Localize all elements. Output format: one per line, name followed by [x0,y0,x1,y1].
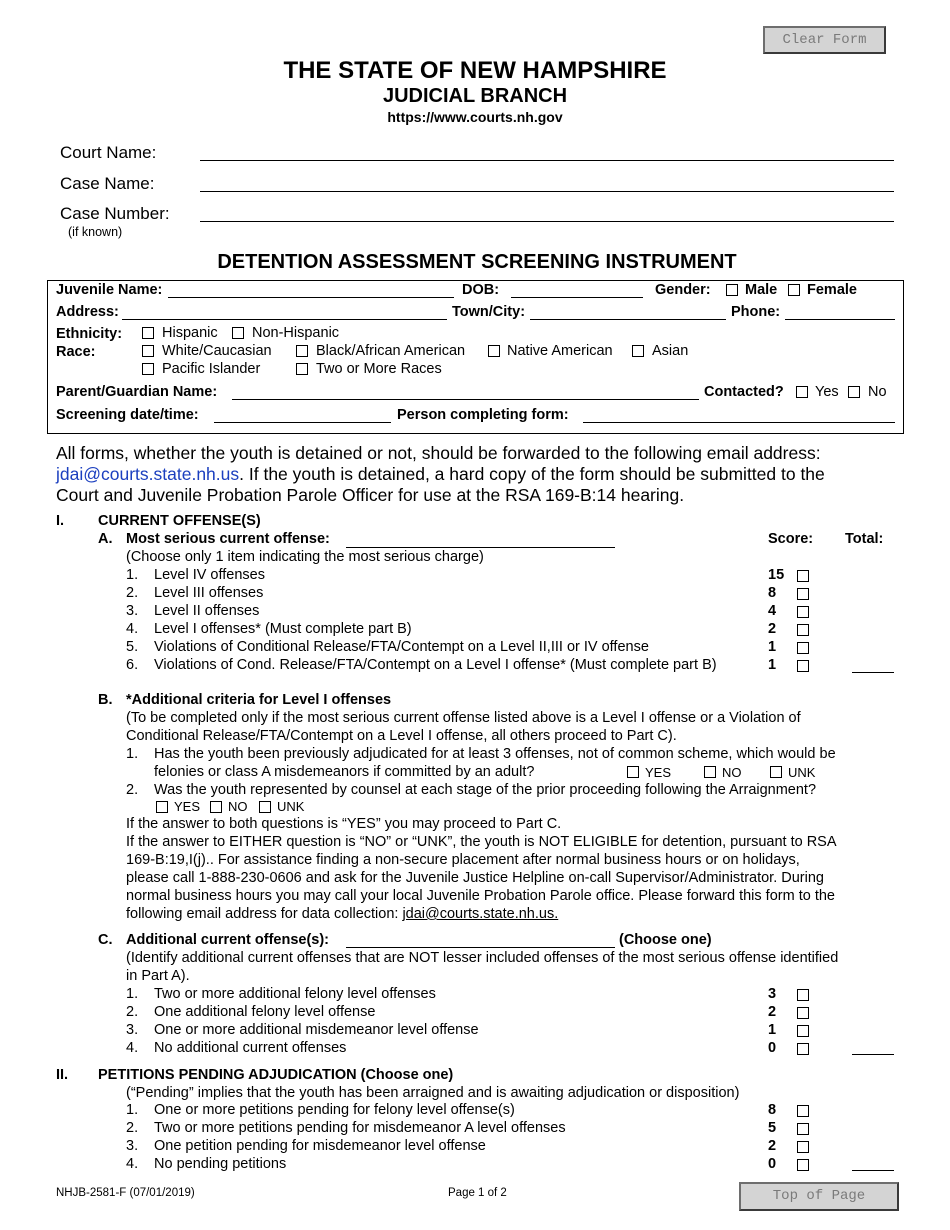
part-b-note-2: Conditional Release/FTA/Contempt on a Level I offense, all others proceed to Part C). [126,728,677,744]
non-hispanic-label: Non-Hispanic [252,325,340,341]
q1-unk-label: UNK [788,765,816,780]
q1-no-label: NO [722,765,742,780]
q2-no-checkbox[interactable] [210,801,222,813]
part-c-item-checkbox[interactable] [797,1025,809,1037]
section-2-item-text: No pending petitions [154,1156,287,1172]
top-of-page-button[interactable]: Top of Page [739,1182,899,1211]
additional-offense-field[interactable] [346,947,615,948]
data-collection-email[interactable]: jdai@courts.state.nh.us. [402,906,559,922]
notice-line-2 [56,464,825,485]
contacted-yes-checkbox[interactable] [796,386,808,398]
male-checkbox[interactable] [726,284,738,296]
part-c-letter: C. [98,932,113,948]
part-a-item-checkbox[interactable] [797,660,809,672]
court-name-label: Court Name: [60,143,157,162]
part-b-letter: B. [98,692,113,708]
score-header: Score: [768,531,814,547]
phone-label: Phone: [731,304,781,320]
part-a-item-checkbox[interactable] [797,570,809,582]
part-a-item-text: Level I offenses* (Must complete part B) [154,621,412,637]
female-label: Female [807,282,857,298]
part-c-item-checkbox[interactable] [797,989,809,1001]
contacted-no-checkbox[interactable] [848,386,860,398]
notice-email-link[interactable]: jdai@courts.state.nh.us [56,464,240,484]
section-2-item-number: 3. [126,1138,139,1154]
section-2-item-score: 0 [768,1156,777,1172]
q1-yes-label: YES [645,765,672,780]
case-name-label: Case Name: [60,174,155,193]
part-b-para-6 [126,906,558,922]
two-or-more-label: Two or More Races [316,361,442,377]
q2-yes-label: YES [174,799,201,814]
pacific-checkbox[interactable] [142,363,154,375]
part-b-note-1: (To be completed only if the most serious current offense listed above is a Level I offense or a Violation of [126,710,801,726]
hispanic-checkbox[interactable] [142,327,154,339]
part-a-item-number: 4. [126,621,139,637]
part-c-note-2: in Part A). [126,968,190,984]
section-2-item-number: 2. [126,1120,139,1136]
ethnicity-label: Ethnicity: [56,326,123,342]
case-number-label: Case Number: [60,204,170,223]
notice-line-2-text: . If the youth is detained, a hard copy of the form should be submitted to the [239,464,825,484]
part-a-item-score: 1 [768,639,777,655]
part-c-item-score: 2 [768,1004,777,1020]
part-c-item-number: 3. [126,1022,139,1038]
black-label: Black/African American [316,343,466,359]
part-a-total-field[interactable] [852,672,894,673]
part-a-item-score: 2 [768,621,777,637]
contacted-yes-label: Yes [815,384,839,400]
notice-line-1: All forms, whether the youth is detained or not, should be forwarded to the following email address: [56,443,821,463]
part-b-para-6-text: following email address for data collection: [126,906,403,922]
part-b-q1-number: 1. [126,746,139,762]
q2-unk-label: UNK [277,799,305,814]
section-2-item-number: 1. [126,1102,139,1118]
form-id: NHJB-2581-F (07/01/2019) [56,1187,195,1199]
dob-label: DOB: [462,282,500,298]
juvenile-name-label: Juvenile Name: [56,282,163,298]
two-or-more-checkbox[interactable] [296,363,308,375]
clear-form-button[interactable]: Clear Form [763,26,886,54]
part-a-item-text: Violations of Cond. Release/FTA/Contempt on a Level I offense* (Must complete part B) [154,657,717,673]
part-a-item-checkbox[interactable] [797,606,809,618]
town-city-label: Town/City: [452,304,526,320]
part-a-item-score: 15 [768,567,785,583]
q1-yes-checkbox[interactable] [627,766,639,778]
branch-heading: JUDICIAL BRANCH [382,85,568,107]
part-c-item-score: 0 [768,1040,777,1056]
section-2-item-checkbox[interactable] [797,1105,809,1117]
part-b-para-2: If the answer to EITHER question is “NO” or “UNK”, the youth is NOT ELIGIBLE for detention, pursuant to RSA [126,834,837,850]
native-checkbox[interactable] [488,345,500,357]
part-b-para-1: If the answer to both questions is “YES” you may proceed to Part C. [126,816,562,832]
hispanic-label: Hispanic [162,325,218,341]
part-a-letter: A. [98,531,113,547]
phone-field[interactable] [785,319,895,320]
asian-label: Asian [652,343,689,359]
screening-label: Screening date/time: [56,407,199,423]
page-number: Page 1 of 2 [448,1187,507,1199]
part-a-item-number: 2. [126,585,139,601]
form-title: DETENTION ASSESSMENT SCREENING INSTRUMENT [217,251,737,273]
person-field[interactable] [583,422,895,423]
part-c-item-score: 1 [768,1022,777,1038]
part-a-item-number: 5. [126,639,139,655]
parent-label: Parent/Guardian Name: [56,384,218,400]
q1-unk-checkbox[interactable] [770,766,782,778]
if-known-note: (if known) [68,225,123,239]
court-name-field[interactable] [200,160,894,161]
part-a-item-score: 1 [768,657,777,673]
white-label: White/Caucasian [162,343,272,359]
part-c-item-number: 4. [126,1040,139,1056]
part-b-q2-number: 2. [126,782,139,798]
section-2-item-score: 8 [768,1102,777,1118]
most-serious-offense-field[interactable] [346,547,615,548]
part-b-para-4: please call 1-888-230-0606 and ask for the Juvenile Justice Helpline on-call Supervisor/Administrator. During [126,870,824,886]
section-2-item-text: One or more petitions pending for felony level offense(s) [154,1102,515,1118]
q2-yes-checkbox[interactable] [156,801,168,813]
section-2-item-number: 4. [126,1156,139,1172]
part-a-item-checkbox[interactable] [797,588,809,600]
part-a-item-number: 3. [126,603,139,619]
native-label: Native American [507,343,613,359]
part-c-choose: (Choose one) [619,932,712,948]
part-c-item-text: One or more additional misdemeanor level offense [154,1022,479,1038]
asian-checkbox[interactable] [632,345,644,357]
section-2-total-field[interactable] [852,1170,894,1171]
section-2-item-checkbox[interactable] [797,1123,809,1135]
section-2-item-text: Two or more petitions pending for misdemeanor A level offenses [154,1120,566,1136]
part-a-item-checkbox[interactable] [797,642,809,654]
part-c-item-text: Two or more additional felony level offenses [154,986,436,1002]
part-a-item-text: Violations of Conditional Release/FTA/Contempt on a Level II,III or IV offense [154,639,649,655]
part-c-item-text: No additional current offenses [154,1040,347,1056]
part-c-item-checkbox[interactable] [797,1007,809,1019]
part-a-item-text: Level III offenses [154,585,264,601]
case-name-field[interactable] [200,191,894,192]
state-heading: THE STATE OF NEW HAMPSHIRE [283,57,667,84]
screening-field[interactable] [214,422,391,423]
part-a-item-score: 4 [768,603,777,619]
q2-unk-checkbox[interactable] [259,801,271,813]
town-city-field[interactable] [530,319,726,320]
contacted-label: Contacted? [704,384,784,400]
race-label: Race: [56,344,96,360]
part-b-para-5: normal business hours you may call your local Juvenile Probation Parole office. Please forward this form to the [126,888,835,904]
court-url: https://www.courts.nh.gov [387,109,563,125]
part-a-item-text: Level II offenses [154,603,260,619]
dob-field[interactable] [511,297,643,298]
part-c-item-number: 1. [126,986,139,1002]
part-a-item-number: 1. [126,567,139,583]
section-2-item-score: 2 [768,1138,777,1154]
part-a-item-number: 6. [126,657,139,673]
section-2-item-score: 5 [768,1120,777,1136]
q2-no-label: NO [228,799,248,814]
juvenile-name-field[interactable] [168,297,454,298]
part-a-item-checkbox[interactable] [797,624,809,636]
part-a-item-score: 8 [768,585,777,601]
address-field[interactable] [122,319,447,320]
address-label: Address: [56,304,119,320]
part-c-item-text: One additional felony level offense [154,1004,376,1020]
person-label: Person completing form: [397,407,569,423]
section-1-title: CURRENT OFFENSE(S) [98,513,261,529]
non-hispanic-checkbox[interactable] [232,327,244,339]
section-2-item-text: One petition pending for misdemeanor level offense [154,1138,486,1154]
part-b-q1-line-2: felonies or class A misdemeanors if committed by an adult? [154,764,535,780]
part-c-total-field[interactable] [852,1054,894,1055]
section-2-item-checkbox[interactable] [797,1159,809,1171]
part-c-item-checkbox[interactable] [797,1043,809,1055]
section-1-number: I. [56,513,65,529]
white-checkbox[interactable] [142,345,154,357]
part-c-item-score: 3 [768,986,777,1002]
section-2-title: PETITIONS PENDING ADJUDICATION (Choose one) [98,1067,454,1083]
part-c-title: Additional current offense(s): [126,932,330,948]
case-number-field[interactable] [200,221,894,222]
male-label: Male [745,282,778,298]
part-a-note: (Choose only 1 item indicating the most serious charge) [126,549,484,565]
part-b-para-3: 169-B:19,I(j).. For assistance finding a non-secure placement after normal business hours or on holidays, [126,852,800,868]
part-c-item-number: 2. [126,1004,139,1020]
section-2-number: II. [56,1067,69,1083]
black-checkbox[interactable] [296,345,308,357]
pacific-label: Pacific Islander [162,361,261,377]
total-header: Total: [845,531,884,547]
contacted-no-label: No [868,384,887,400]
part-b-title: *Additional criteria for Level I offenses [126,692,392,708]
part-b-q2-line-1: Was the youth represented by counsel at each stage of the prior proceeding following the Arraignment? [154,782,817,798]
q1-no-checkbox[interactable] [704,766,716,778]
part-a-item-text: Level IV offenses [154,567,265,583]
section-2-note: (“Pending” implies that the youth has been arraigned and is awaiting adjudication or disposition) [126,1085,740,1101]
female-checkbox[interactable] [788,284,800,296]
part-c-note-1: (Identify additional current offenses that are NOT lesser included offenses of the most serious offense identified [126,950,839,966]
gender-label: Gender: [655,282,711,298]
part-b-q1-line-1: Has the youth been previously adjudicated for at least 3 offenses, not of common scheme, which would be [154,746,836,762]
part-a-title: Most serious current offense: [126,531,330,547]
section-2-item-checkbox[interactable] [797,1141,809,1153]
parent-field[interactable] [232,399,699,400]
notice-line-3: Court and Juvenile Probation Parole Officer for use at the RSA 169-B:14 hearing. [56,485,685,505]
